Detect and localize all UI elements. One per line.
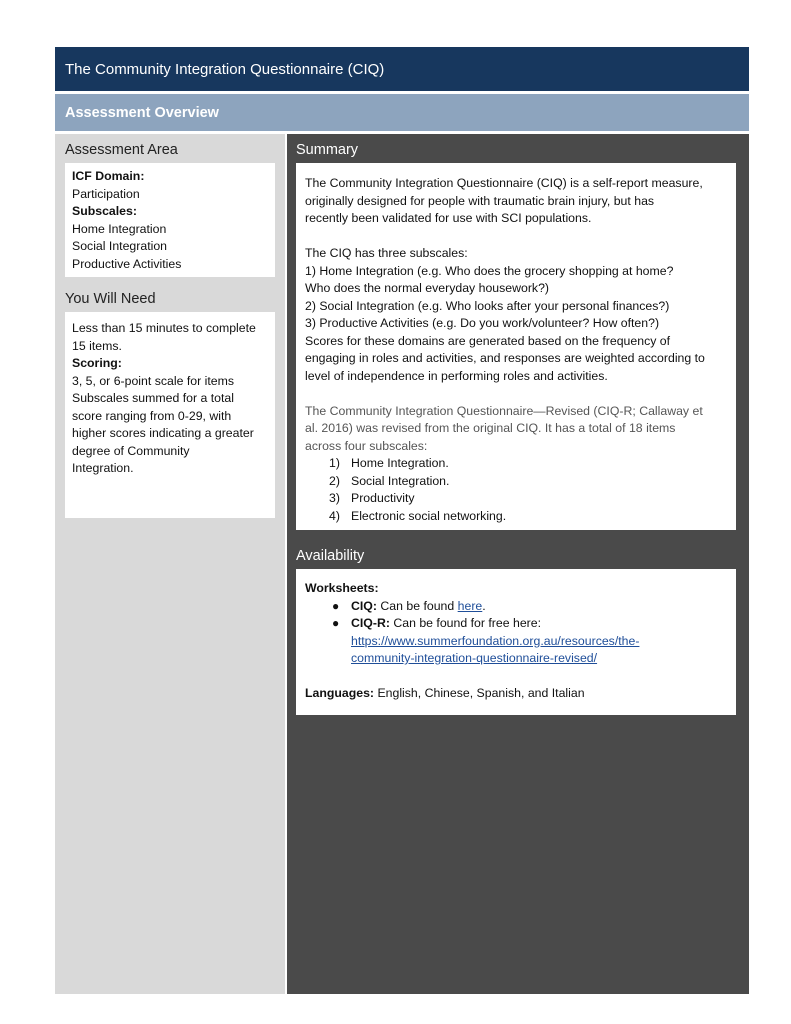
subscale-item: Productive Activities bbox=[72, 256, 182, 271]
availability-box bbox=[296, 569, 736, 715]
ciqr-subscale-item bbox=[305, 455, 736, 473]
list-text: Home Integration. bbox=[351, 456, 449, 470]
worksheet-item-ciq bbox=[305, 598, 736, 616]
list-number: 3) bbox=[329, 491, 340, 505]
list-text: Electronic social networking. bbox=[351, 508, 507, 523]
subscales-label: Subscales: bbox=[72, 204, 137, 218]
availability-heading: Availability bbox=[296, 548, 365, 564]
languages-label: Languages: bbox=[305, 686, 375, 700]
summary-line: Who does the normal everyday housework?) bbox=[305, 281, 550, 295]
ciqr-line: across four subscales: bbox=[305, 438, 428, 453]
ciq-label: CIQ: bbox=[351, 598, 377, 613]
assessment-area-heading: Assessment Area bbox=[65, 142, 178, 158]
you-will-need-heading: You Will Need bbox=[65, 291, 156, 307]
list-number: 4) bbox=[329, 508, 340, 523]
bullet-icon: ● bbox=[332, 598, 340, 613]
link-line: community-integration-questionnaire-revised/ bbox=[351, 651, 598, 665]
list-number: 2) bbox=[329, 473, 340, 488]
scoring-line: higher scores indicating a greater bbox=[72, 426, 254, 440]
ciqr-subscale-item bbox=[305, 508, 736, 526]
icf-domain-value: Participation bbox=[72, 186, 140, 201]
subscale-item: Social Integration bbox=[72, 239, 168, 253]
summary-box bbox=[296, 163, 736, 530]
ciqr-subscale-item bbox=[305, 473, 736, 491]
summary-heading: Summary bbox=[296, 142, 359, 158]
list-text: Productivity bbox=[351, 491, 415, 505]
summary-line: originally designed for people with traumatic brain injury, but has bbox=[305, 193, 655, 208]
subscale-item: Home Integration bbox=[72, 221, 167, 236]
scoring-line: Subscales summed for a total bbox=[72, 391, 234, 405]
assessment-area-box bbox=[65, 163, 275, 277]
ciq-here-link[interactable]: here bbox=[457, 598, 483, 613]
scoring-label: Scoring: bbox=[72, 356, 122, 370]
right-column bbox=[287, 134, 749, 994]
time-line: 15 items. bbox=[72, 338, 122, 353]
link-line: https://www.summerfoundation.org.au/resources/the- bbox=[351, 633, 640, 648]
summary-line: recently been validated for use with SCI populations. bbox=[305, 211, 592, 225]
document-title: The Community Integration Questionnaire (CIQ) bbox=[65, 61, 385, 78]
worksheets-label: Worksheets: bbox=[305, 581, 379, 595]
summary-line: level of independence in performing roles and activities. bbox=[305, 368, 608, 383]
list-number: 1) bbox=[329, 456, 340, 470]
summary-line: The Community Integration Questionnaire (CIQ) is a self-report measure, bbox=[305, 176, 703, 190]
summary-line: engaging in roles and activities, and responses are weighted according to bbox=[305, 351, 705, 365]
languages-line bbox=[305, 685, 736, 703]
summary-line: 2) Social Integration (e.g. Who looks after your personal finances?) bbox=[305, 298, 670, 313]
scoring-line: score ranging from 0-29, with bbox=[72, 408, 232, 423]
summerfoundation-link[interactable] bbox=[351, 634, 639, 666]
bullet-icon: ● bbox=[332, 616, 340, 630]
worksheet-list bbox=[305, 598, 736, 668]
you-will-need-box bbox=[65, 312, 275, 518]
ciqr-subscale-list bbox=[305, 455, 736, 525]
languages-value: English, Chinese, Spanish, and Italian bbox=[377, 686, 585, 700]
ciq-text: Can be found bbox=[380, 598, 455, 613]
summary-line: Scores for these domains are generated based on the frequency of bbox=[305, 333, 671, 348]
overview-heading: Assessment Overview bbox=[65, 105, 219, 121]
ciqr-line: The Community Integration Questionnaire—Revised (CIQ-R; Callaway et bbox=[305, 403, 703, 418]
scoring-line: Integration. bbox=[72, 461, 134, 475]
ciq-period: . bbox=[482, 598, 486, 613]
list-text: Social Integration. bbox=[351, 473, 450, 488]
left-column bbox=[55, 134, 285, 994]
assessment-overview-bar bbox=[55, 94, 749, 131]
ciqr-line: al. 2016) was revised from the original CIQ. It has a total of 18 items bbox=[305, 421, 676, 435]
scoring-line: 3, 5, or 6-point scale for items bbox=[72, 373, 234, 388]
ciqr-subscale-item bbox=[305, 490, 736, 508]
worksheet-item-ciqr bbox=[305, 615, 736, 668]
summary-line: 1) Home Integration (e.g. Who does the grocery shopping at home? bbox=[305, 263, 674, 278]
summary-line: The CIQ has three subscales: bbox=[305, 246, 468, 260]
ciqr-text: Can be found for free here: bbox=[393, 616, 542, 630]
time-line: Less than 15 minutes to complete bbox=[72, 321, 256, 335]
ciqr-label: CIQ-R: bbox=[351, 616, 390, 630]
document-title-bar bbox=[55, 47, 749, 91]
icf-domain-label: ICF Domain: bbox=[72, 169, 145, 183]
summary-line: 3) Productive Activities (e.g. Do you work/volunteer? How often?) bbox=[305, 316, 660, 330]
scoring-line: degree of Community bbox=[72, 443, 190, 458]
